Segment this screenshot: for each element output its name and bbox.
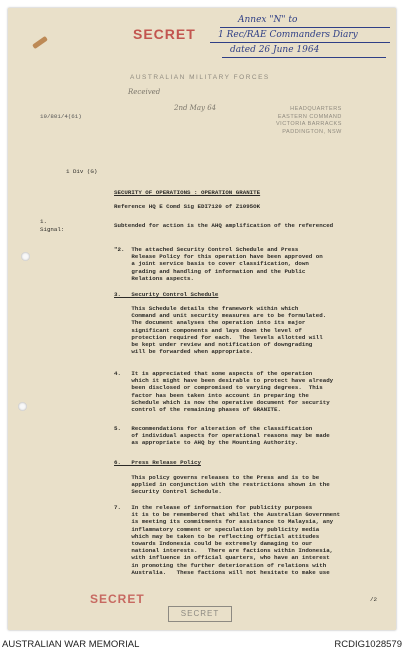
archive-record-id: RCDIG1028579 — [334, 639, 402, 650]
paragraph-3: This Schedule details the framework within which Command and unit security measures are to be formulated. The document analyses the operation into its major significant components and lays down the level of protection required for each. The levels allotted will be kept under review and notification of downgrading will be forwarded when appropriate. — [131, 305, 327, 356]
secret-box-stamp: SECRET — [168, 606, 232, 622]
archive-footer — [0, 636, 405, 654]
staple-mark — [32, 36, 48, 49]
archive-name: AUSTRALIAN WAR MEMORIAL — [2, 639, 140, 650]
paragraph-1-margin: Signal: — [40, 226, 65, 233]
letterhead-org: AUSTRALIAN MILITARY FORCES — [130, 74, 270, 81]
annotation-underline-3 — [222, 57, 386, 58]
punch-hole-top — [21, 252, 30, 261]
addressee: 1 Div (G) — [66, 168, 98, 175]
heading-security-control-schedule: 3. Security Control Schedule — [114, 291, 219, 298]
paragraph-2: "2. The attached Security Control Schedule and Press Release Policy for this operation have been approved on a joint service basis to cover classification, down grading and handling of information and the Public Relations aspects. — [114, 246, 323, 282]
heading-press-release-policy: 6. Press Release Policy — [114, 459, 201, 466]
annotation-underline-2 — [210, 42, 390, 43]
annotation-line-3: dated 26 June 1964 — [230, 45, 320, 55]
page-continuation-mark: /2 — [370, 596, 377, 603]
paragraph-1: Subtended for action is the AHQ amplification of the referenced — [114, 222, 334, 229]
annotation-line-1: Annex "N" to — [238, 15, 298, 25]
letterhead-address: HEADQUARTERS EASTERN COMMAND VICTORIA BARRACKS PADDINGTON, NSW — [276, 106, 342, 135]
pencil-note-received: Received — [128, 88, 161, 96]
paragraph-6: This policy governs releases to the Press and is to be applied in conjunction with the restrictions shown in the Security Control Schedule. — [131, 474, 330, 496]
secret-stamp-top: SECRET — [133, 26, 196, 42]
paragraph-7: 7. In the release of information for publicity purposes it is to be remembered that whilst the Australian Government is meeting its commitments for assistance to Malaysia, any inflammatory comment or speculation by publicity media which may be taken to be reflecting official attitudes towards Indonesia could be extremely damaging to our national interests. There are factions within Indonesia, with influence in official quarters, who have an interest in promoting the further deterioration of relations with Australia. These factions will not hesitate to make use — [114, 504, 341, 576]
pencil-note-date: 2nd May 64 — [174, 104, 217, 112]
paragraph-5: 5. Recommendations for alteration of the classification of individual aspects for operational reasons may be made as appropriate to AHQ by the Mounting Authority. — [114, 425, 330, 447]
paragraph-4: 4. It is appreciated that some aspects of the operation which it might have been desirable to protect have already been disclosed or compromised to varying degrees. This factor has been taken into account in preparing the Schedule which is now the operative document for security control of the remaining phases of GRANITE. — [114, 370, 334, 414]
annotation-underline-1 — [220, 27, 390, 28]
file-reference: 19/801/4(61) — [40, 113, 82, 120]
paragraph-1-number: 1. — [40, 218, 47, 225]
reference-line: Reference HQ E Comd Sig EDI7120 of Z1095OK — [114, 203, 261, 210]
secret-stamp-bottom: SECRET — [90, 592, 145, 606]
document-page — [8, 8, 396, 630]
punch-hole-bottom — [18, 402, 27, 411]
document-title: SECURITY OF OPERATIONS : OPERATION GRANITE — [114, 189, 261, 196]
annotation-line-2: 1 Rec/RAE Commanders Diary — [218, 30, 358, 40]
